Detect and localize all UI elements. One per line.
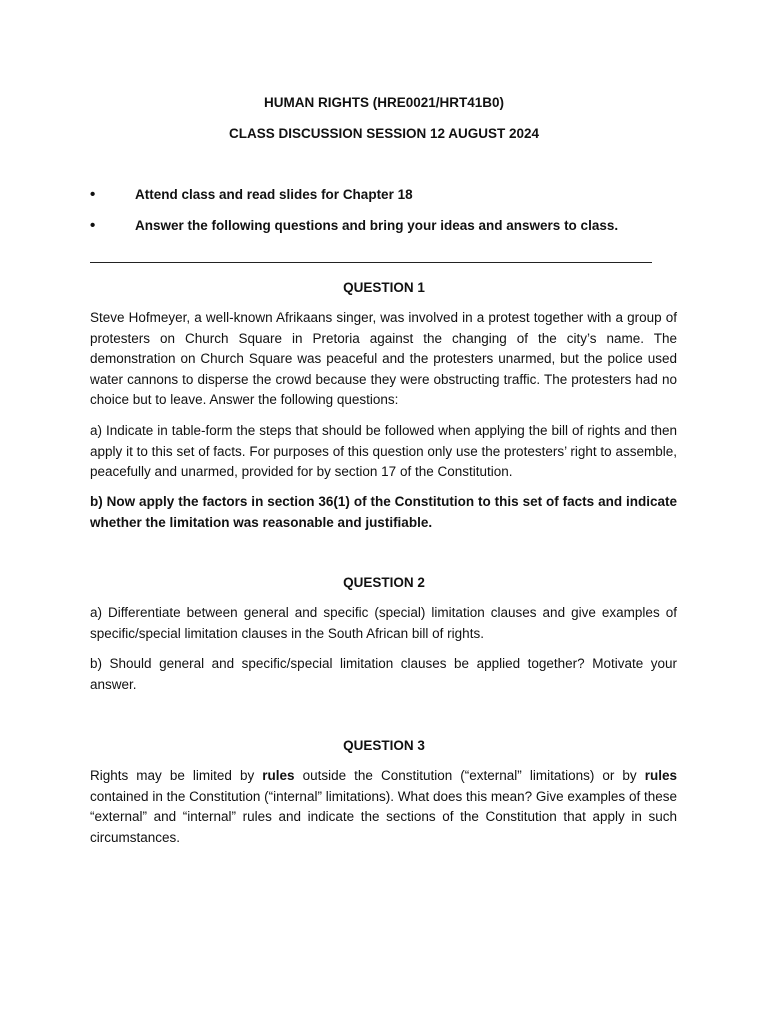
question-1-part-b: b) Now apply the factors in section 36(1) of the Constitution to this set of facts and indicate whether the limitation was reasonable and justifiable.: [90, 494, 677, 530]
question-3-text-segment: outside the Constitution (“external” limitations) or by: [294, 768, 645, 783]
question-1-part-a: a) Indicate in table-form the steps that should be followed when applying the bill of rights and then apply it to this set of facts. For purposes of this question only use the protesters’ right to assemble, peacefully and unarmed, provided for by section 17 of the Constitution.: [90, 423, 677, 479]
bullet-icon: •: [90, 217, 96, 234]
emphasis-rules: rules: [262, 768, 295, 783]
session-title: CLASS DISCUSSION SESSION 12 AUGUST 2024: [228, 126, 540, 141]
instruction-text: Attend class and read slides for Chapter 18: [135, 187, 413, 202]
question-1-heading: QUESTION 1: [343, 280, 425, 295]
question-1-intro: Steve Hofmeyer, a well-known Afrikaans singer, was involved in a protest together with a group of protesters on Church Square in Pretoria against the changing of the city’s name. The demonstration on Church Square was peaceful and the protesters unarmed, but the police used water cannons to disperse the crowd because they were obstructing traffic. The protesters had no choice but to leave. Answer the following questions:: [90, 310, 677, 407]
question-3-heading: QUESTION 3: [343, 738, 425, 753]
question-3-text-segment: Rights may be limited by: [90, 768, 263, 783]
question-2-part-b: b) Should general and specific/special limitation clauses be applied together? Motivate your answer.: [90, 656, 677, 692]
question-2-heading: QUESTION 2: [343, 575, 425, 590]
separator-line: [90, 262, 652, 263]
emphasis-rules: rules: [644, 768, 677, 783]
bullet-icon: •: [90, 186, 96, 203]
course-title: HUMAN RIGHTS (HRE0021/HRT41B0): [263, 95, 505, 110]
question-3-text-segment: contained in the Constitution (“internal” limitations). What does this mean? Give examples of these “external” and “internal” rules and indicate the sections of the Constitution that apply in such circumstances.: [90, 788, 677, 845]
question-2-part-a: a) Differentiate between general and specific (special) limitation clauses and give examples of specific/special limitation clauses in the South African bill of rights.: [90, 605, 677, 641]
question-3-text: [90, 766, 677, 848]
instruction-text: Answer the following questions and bring your ideas and answers to class.: [135, 218, 619, 233]
